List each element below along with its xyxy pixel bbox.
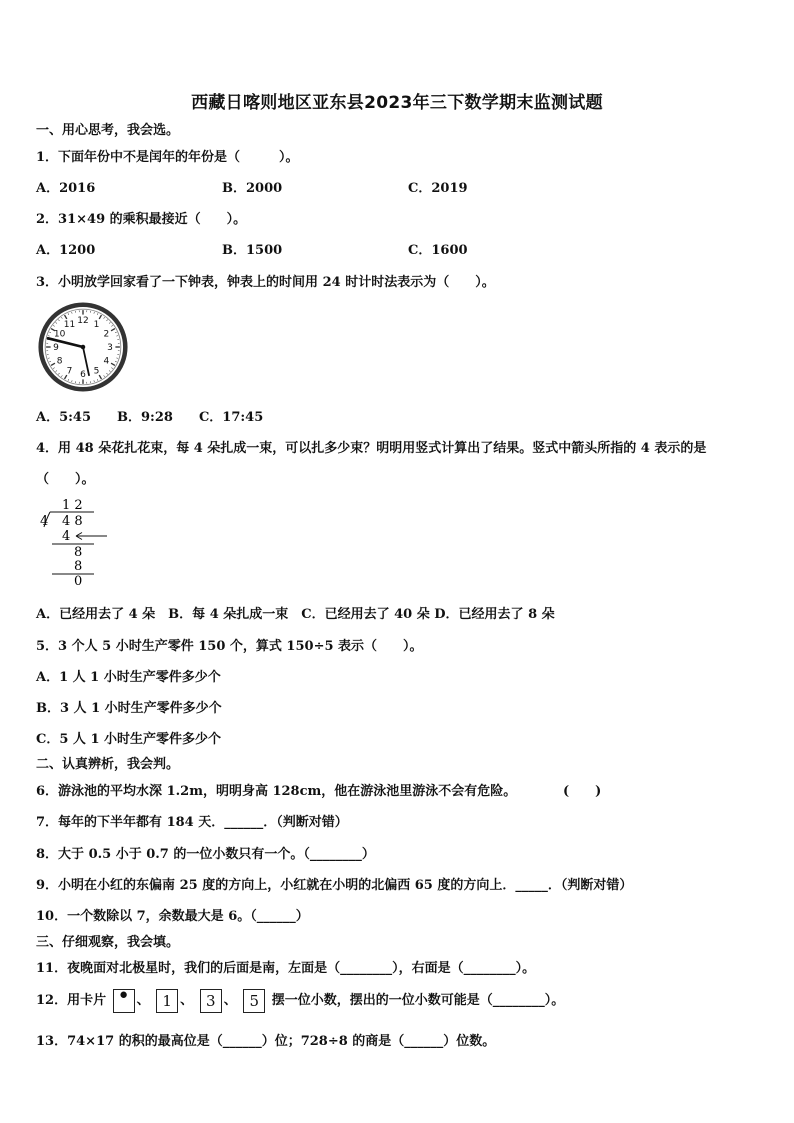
- question-10: 10．一个数除以 7，余数最大是 6。（______）: [36, 909, 309, 924]
- q2-option-a[interactable]: A．1200: [36, 243, 96, 258]
- card-digit-1: 1: [156, 989, 178, 1013]
- section-heading-3: 三、仔细观察，我会填。: [36, 935, 180, 950]
- q12-sep-2: 、: [180, 993, 194, 1008]
- q1-option-c[interactable]: C．2019: [408, 181, 468, 196]
- q5-option-b[interactable]: B．3 人 1 小时生产零件多少个: [36, 701, 222, 716]
- q5-option-c[interactable]: C．5 人 1 小时生产零件多少个: [36, 732, 222, 747]
- q4-options[interactable]: A．已经用去了 4 朵 B．每 4 朵扎成一束 C．已经用去了 40 朵 D．已经用去了 8 朵: [36, 607, 555, 622]
- question-4-line1: 4．用 48 朵花扎花束，每 4 朵扎成一束，可以扎多少束？明明用竖式计算出了结果。竖式中箭头所指的 4 表示的是: [36, 441, 707, 456]
- division-remainder: 0: [74, 574, 83, 588]
- clock-number: 5: [93, 366, 100, 377]
- page-title: 西藏日喀则地区亚东县2023年三下数学期末监测试题: [191, 93, 603, 113]
- clock-number: 4: [103, 356, 110, 367]
- question-7: 7．每年的下半年都有 184 天．______．（判断对错）: [36, 815, 348, 830]
- question-11: 11．夜晚面对北极星时，我们的后面是南，左面是（________），右面是（________）。: [36, 961, 536, 976]
- long-division-figure: [36, 494, 116, 588]
- question-5: 5．3 个人 5 小时生产零件 150 个，算式 150÷5 表示（ ）。: [36, 639, 423, 654]
- clock-number: 12: [77, 316, 89, 327]
- clock-number: 10: [53, 329, 66, 340]
- q2-option-c[interactable]: C．1600: [408, 243, 468, 258]
- division-quotient: 1 2: [62, 498, 83, 513]
- q2-option-b[interactable]: B．1500: [222, 243, 283, 258]
- clock-number: 7: [66, 366, 73, 377]
- q3-options[interactable]: A．5:45 B．9:28 C．17:45: [36, 410, 264, 425]
- clock-number: 8: [56, 356, 63, 367]
- q1-option-b[interactable]: B．2000: [222, 181, 283, 196]
- card-digit-3: 3: [200, 989, 222, 1013]
- clock-number: 3: [107, 343, 113, 354]
- question-4-line2: （ ）。: [36, 472, 95, 487]
- clock-number: 6: [80, 370, 86, 381]
- division-dividend: 4 8: [62, 514, 83, 529]
- card-digit-5: 5: [243, 989, 265, 1013]
- question-13: 13．74×17 的积的最高位是（______）位；728÷8 的商是（______）位数。: [36, 1034, 496, 1049]
- division-divisor: 4: [40, 514, 49, 529]
- division-step-3: 8: [74, 559, 83, 574]
- question-3: 3．小明放学回家看了一下钟表，钟表上的时间用 24 时计时法表示为（ ）。: [36, 275, 495, 290]
- section-heading-2: 二、认真辨析，我会判。: [36, 757, 180, 772]
- question-8: 8．大于 0.5 小于 0.7 的一位小数只有一个。（________）: [36, 847, 375, 862]
- division-step-2: 8: [74, 545, 83, 560]
- q12-prefix: 12．用卡片: [36, 993, 107, 1008]
- card-decimal-point: •: [113, 989, 135, 1013]
- clock-number: 9: [53, 343, 59, 354]
- q5-option-a[interactable]: A．1 人 1 小时生产零件多少个: [36, 670, 221, 685]
- q1-option-a[interactable]: A．2016: [36, 181, 96, 196]
- question-1: 1．下面年份中不是闰年的年份是（ ）。: [36, 150, 299, 165]
- clock-figure: [38, 302, 128, 392]
- q6-answer-blank[interactable]: ( ): [563, 784, 602, 799]
- question-9: 9．小明在小红的东偏南 25 度的方向上，小红就在小明的北偏西 65 度的方向上．_____．（判断对错）: [36, 878, 633, 893]
- question-2: 2．31×49 的乘积最接近（ ）。: [36, 212, 247, 227]
- q12-sep-1: 、: [136, 993, 150, 1008]
- q12-suffix: 摆一位小数，摆出的一位小数可能是（________）。: [271, 993, 565, 1008]
- clock-center: [81, 345, 86, 350]
- clock-number: 2: [103, 329, 110, 340]
- clock-number: 1: [93, 319, 100, 330]
- clock-number: 11: [63, 319, 76, 330]
- division-step-1: 4: [62, 529, 71, 544]
- q12-sep-3: 、: [223, 993, 237, 1008]
- section-heading-1: 一、用心思考，我会选。: [36, 123, 180, 138]
- question-12: [36, 983, 565, 1014]
- question-6: 6．游泳池的平均水深 1.2m，明明身高 128cm，他在游泳池里游泳不会有危险。: [36, 784, 517, 799]
